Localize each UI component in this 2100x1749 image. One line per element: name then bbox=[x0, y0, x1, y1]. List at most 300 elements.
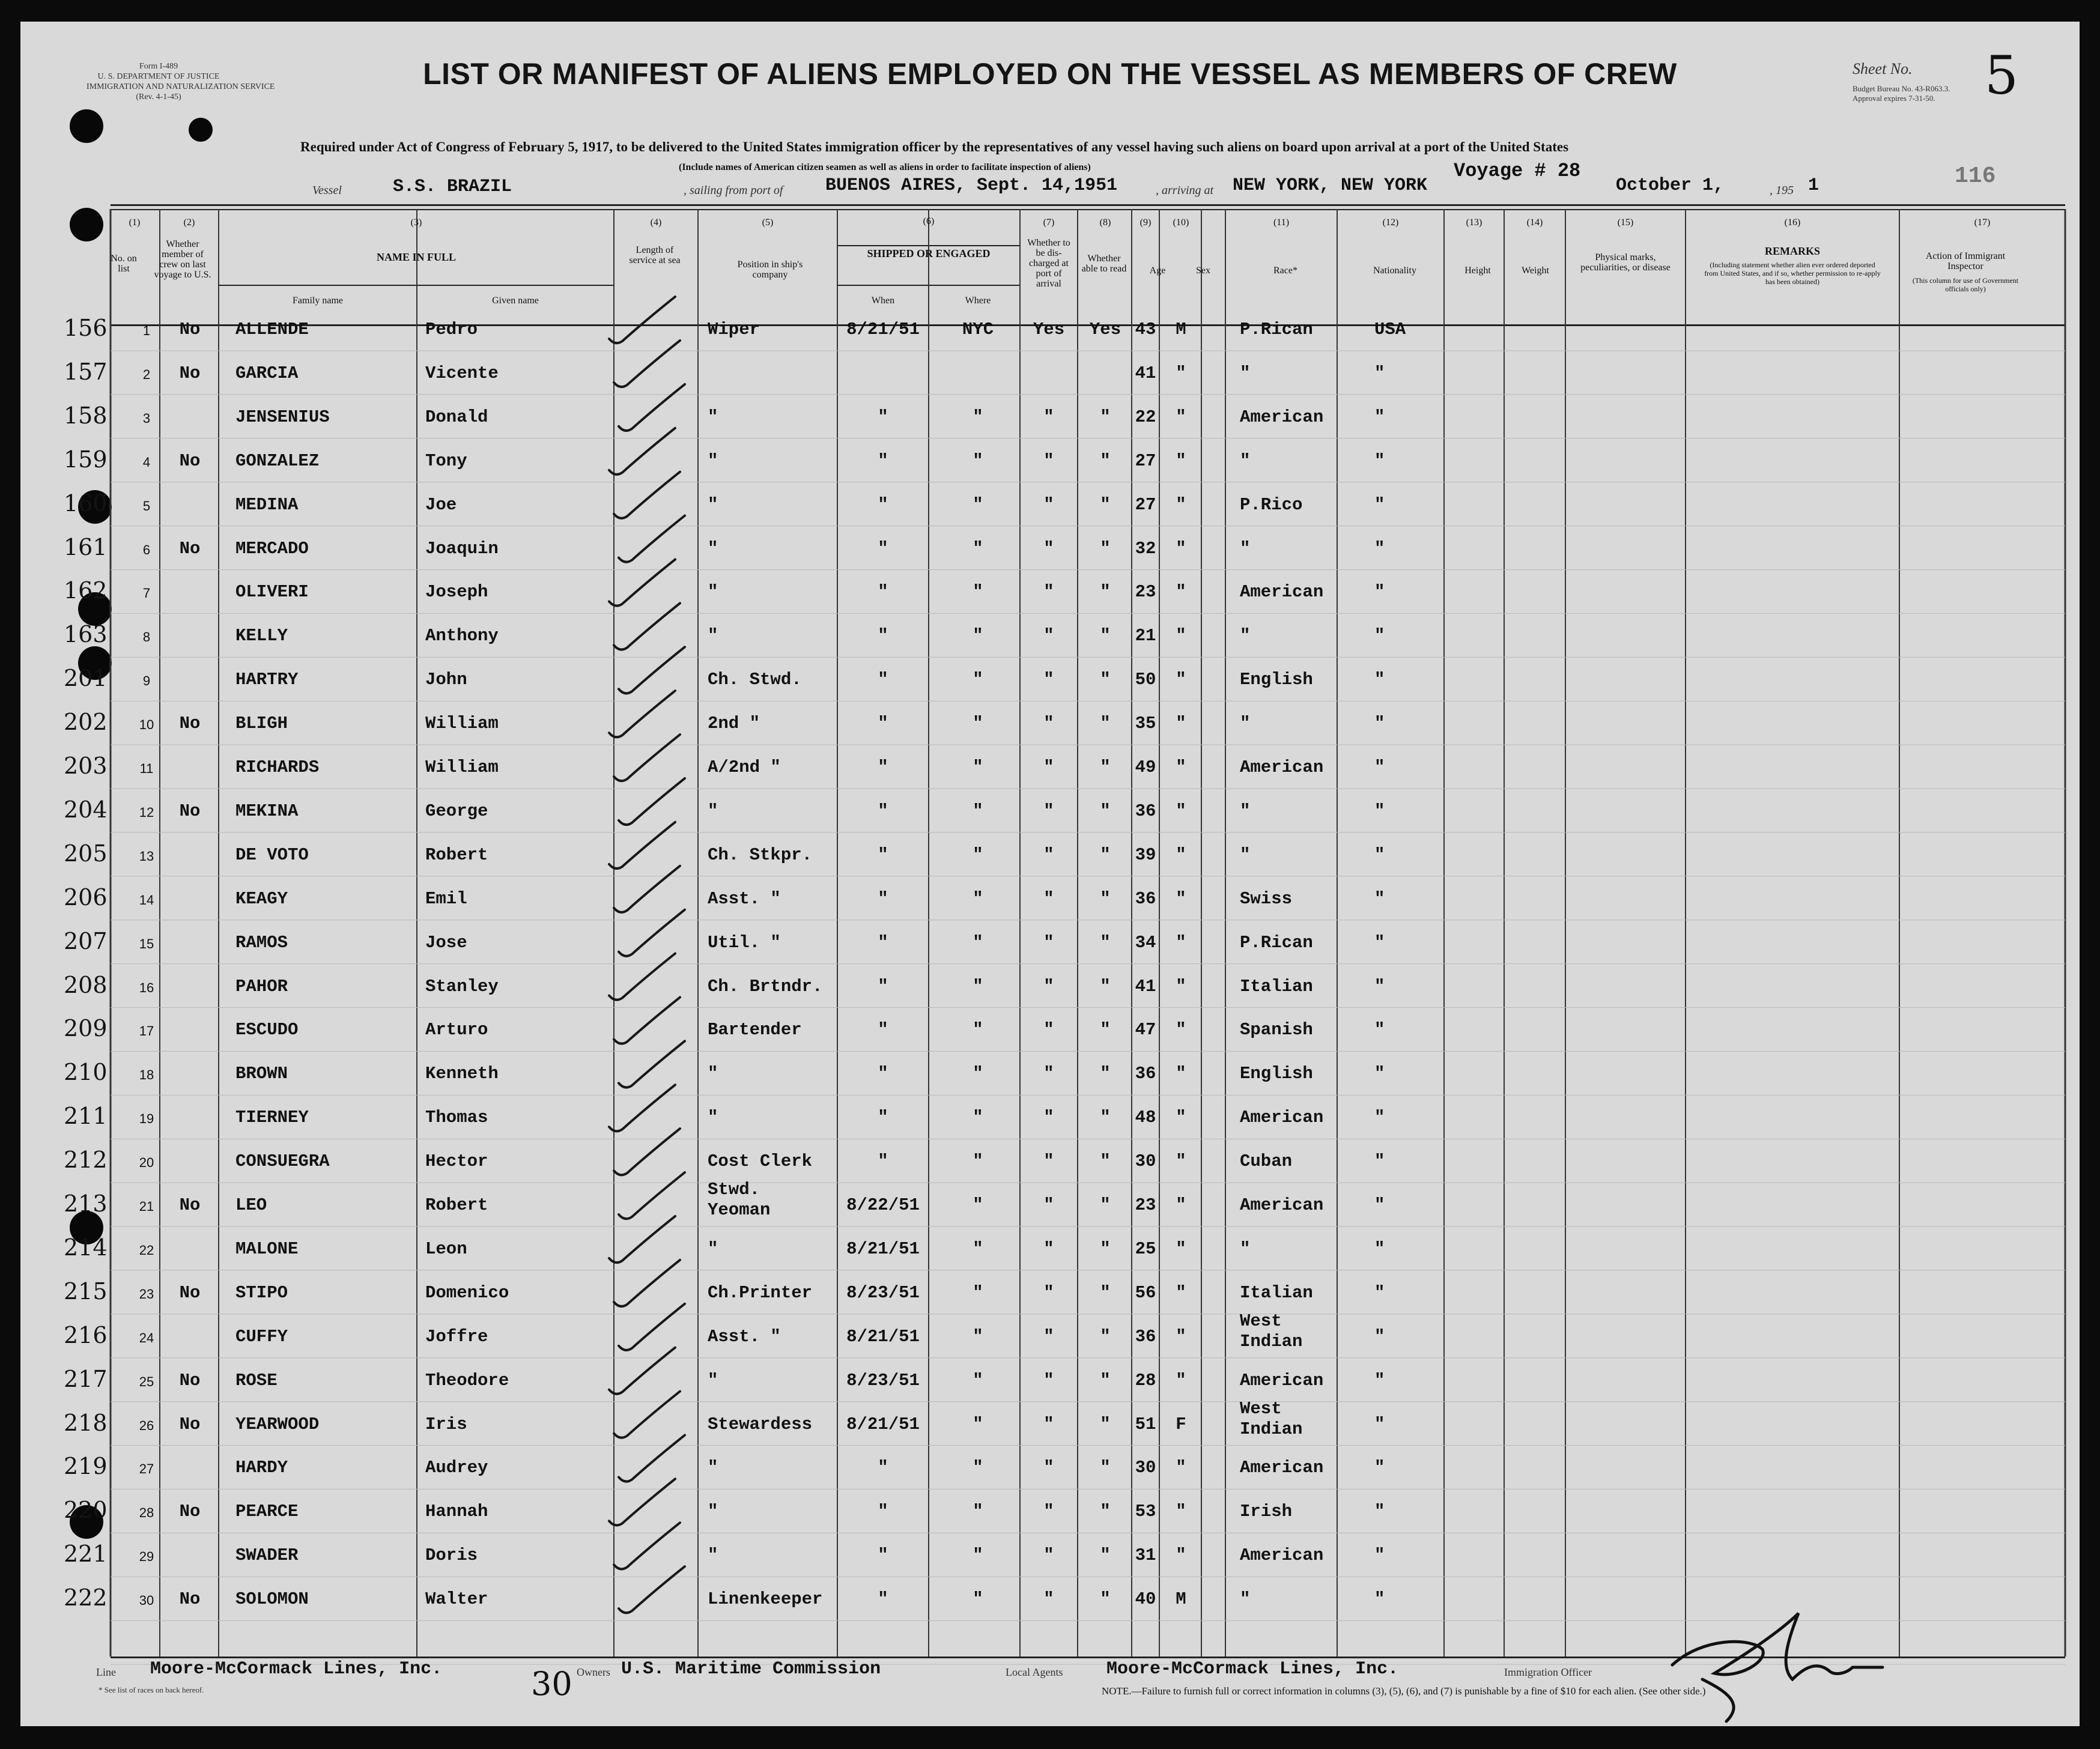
nationality: " bbox=[1374, 1064, 1385, 1084]
able-to-read: " bbox=[1100, 1326, 1111, 1347]
able-to-read: " bbox=[1100, 450, 1111, 471]
row-number: 5 bbox=[142, 498, 151, 514]
discharged: Yes bbox=[1033, 320, 1065, 339]
given-name: Domenico bbox=[425, 1282, 509, 1303]
position: " bbox=[708, 450, 718, 471]
sex: " bbox=[1176, 932, 1186, 953]
header-remarks-note: (Including statement whether alien ever ordered deported from United States, and if so, whether permission to re-apply has been obtained) bbox=[1704, 261, 1881, 286]
crew-last-voyage: No bbox=[179, 320, 201, 339]
family-name: GARCIA bbox=[235, 363, 299, 383]
row-number: 17 bbox=[139, 1023, 154, 1039]
shipped-where: " bbox=[973, 1545, 983, 1566]
header-action: Action of Immigrant Inspector bbox=[1925, 251, 2006, 271]
sex: " bbox=[1176, 1458, 1186, 1478]
sex: " bbox=[1176, 494, 1186, 515]
given-name: Tony bbox=[425, 450, 467, 471]
shipped-when: " bbox=[878, 538, 888, 559]
handwritten-index: 209 bbox=[64, 1015, 108, 1042]
given-name: William bbox=[425, 757, 499, 777]
shipped-where: " bbox=[973, 1195, 983, 1215]
shipped-where: " bbox=[973, 932, 983, 953]
nationality: " bbox=[1374, 757, 1385, 777]
owners-label: Owners bbox=[577, 1666, 610, 1678]
shipped-where: NYC bbox=[962, 320, 994, 339]
age: 27 bbox=[1135, 450, 1156, 471]
header-nationality: Nationality bbox=[1373, 265, 1416, 276]
crew-last-voyage: No bbox=[179, 538, 201, 559]
age: 32 bbox=[1135, 538, 1156, 559]
line-label: Line bbox=[96, 1666, 116, 1678]
given-name: Walter bbox=[425, 1589, 488, 1610]
discharged: " bbox=[1043, 932, 1054, 953]
form-number: Form I-489 bbox=[139, 62, 178, 71]
sex: " bbox=[1176, 1020, 1186, 1040]
position: " bbox=[708, 494, 718, 515]
header-given-name: Given name bbox=[492, 296, 539, 306]
able-to-read: Yes bbox=[1089, 320, 1121, 339]
column-number: (11) bbox=[1273, 217, 1290, 228]
family-name: TIERNEY bbox=[235, 1108, 309, 1128]
requirement-note: (Include names of American citizen seamen as well as aliens in order to facilitate inspection of aliens) bbox=[679, 162, 1091, 172]
family-name: MEDINA bbox=[235, 494, 299, 515]
race: American bbox=[1240, 407, 1324, 427]
handwritten-index: 208 bbox=[64, 971, 108, 998]
handwritten-index: 161 bbox=[64, 533, 108, 560]
header-length-service: Length of service at sea bbox=[629, 245, 681, 265]
sex: " bbox=[1176, 976, 1186, 996]
crew-last-voyage: No bbox=[179, 1195, 201, 1215]
race: " bbox=[1240, 538, 1251, 559]
nationality: " bbox=[1374, 1326, 1385, 1347]
header-family-name: Family name bbox=[293, 296, 343, 306]
row-number: 7 bbox=[142, 586, 151, 601]
shipped-when: " bbox=[878, 450, 888, 471]
handwritten-index: 158 bbox=[64, 402, 108, 429]
able-to-read: " bbox=[1100, 670, 1111, 690]
discharged: " bbox=[1043, 976, 1054, 996]
discharged: " bbox=[1043, 407, 1054, 427]
discharged: " bbox=[1043, 582, 1054, 602]
family-name: SWADER bbox=[235, 1545, 299, 1566]
handwritten-index: 204 bbox=[64, 796, 108, 823]
handwritten-index: 211 bbox=[64, 1103, 108, 1130]
race: English bbox=[1240, 670, 1313, 690]
nationality: " bbox=[1374, 1151, 1385, 1172]
row-number: 26 bbox=[139, 1417, 154, 1433]
sex: " bbox=[1176, 844, 1186, 865]
sex: " bbox=[1176, 1064, 1186, 1084]
able-to-read: " bbox=[1100, 844, 1111, 865]
given-name: Iris bbox=[425, 1414, 467, 1434]
able-to-read: " bbox=[1100, 932, 1111, 953]
row-number: 12 bbox=[139, 804, 154, 820]
age: 30 bbox=[1135, 1458, 1156, 1478]
header-age: Age bbox=[1149, 265, 1166, 276]
age: 22 bbox=[1135, 407, 1156, 427]
column-number: (12) bbox=[1382, 217, 1399, 228]
given-name: Vicente bbox=[425, 363, 499, 383]
sex: M bbox=[1176, 1589, 1186, 1610]
column-number: (1) bbox=[129, 217, 141, 228]
agents-value: Moore-McCormack Lines, Inc. bbox=[1106, 1659, 1399, 1679]
able-to-read: " bbox=[1100, 626, 1111, 646]
shipped-when: 8/23/51 bbox=[846, 1370, 920, 1390]
line-value: Moore-McCormack Lines, Inc. bbox=[150, 1659, 443, 1679]
row-number: 4 bbox=[142, 454, 151, 470]
nationality: " bbox=[1374, 932, 1385, 953]
age: 30 bbox=[1135, 1151, 1156, 1172]
able-to-read: " bbox=[1100, 407, 1111, 427]
nationality: " bbox=[1374, 626, 1385, 646]
position: " bbox=[708, 407, 718, 427]
column-number: (14) bbox=[1526, 217, 1543, 228]
race: " bbox=[1240, 363, 1251, 383]
race: American bbox=[1240, 1195, 1324, 1215]
able-to-read: " bbox=[1100, 757, 1111, 777]
able-to-read: " bbox=[1100, 582, 1111, 602]
department: U. S. DEPARTMENT OF JUSTICE bbox=[97, 72, 220, 81]
shipped-where: " bbox=[973, 1589, 983, 1610]
stamp-number: 116 bbox=[1955, 163, 1996, 189]
given-name: Arturo bbox=[425, 1020, 488, 1040]
discharged: " bbox=[1043, 1282, 1054, 1303]
row-number: 18 bbox=[139, 1067, 154, 1083]
age: 53 bbox=[1135, 1502, 1156, 1522]
race: American bbox=[1240, 1370, 1324, 1390]
discharged: " bbox=[1043, 1370, 1054, 1390]
age: 40 bbox=[1135, 1589, 1156, 1610]
shipped-when: " bbox=[878, 1064, 888, 1084]
shipped-when: " bbox=[878, 888, 888, 909]
shipped-when: " bbox=[878, 1458, 888, 1478]
shipped-where: " bbox=[973, 844, 983, 865]
family-name: LEO bbox=[235, 1195, 267, 1215]
sex: " bbox=[1176, 1151, 1186, 1172]
handwritten-index: 220 bbox=[64, 1497, 108, 1524]
race: American bbox=[1240, 582, 1324, 602]
nationality: " bbox=[1374, 801, 1385, 821]
age: 23 bbox=[1135, 1195, 1156, 1215]
shipped-where: " bbox=[973, 888, 983, 909]
position: " bbox=[708, 1238, 718, 1259]
family-name: HARTRY bbox=[235, 670, 299, 690]
discharged: " bbox=[1043, 1020, 1054, 1040]
able-to-read: " bbox=[1100, 1282, 1111, 1303]
family-name: BROWN bbox=[235, 1064, 288, 1084]
shipped-when: 8/21/51 bbox=[846, 1414, 920, 1434]
header-sex: Sex bbox=[1196, 265, 1210, 276]
nationality: " bbox=[1374, 1414, 1385, 1434]
discharged: " bbox=[1043, 1502, 1054, 1522]
position: 2nd " bbox=[708, 714, 760, 734]
able-to-read: " bbox=[1100, 976, 1111, 996]
given-name: George bbox=[425, 801, 488, 821]
handwritten-index: 159 bbox=[64, 446, 108, 473]
position: Asst. " bbox=[708, 888, 781, 909]
discharged: " bbox=[1043, 450, 1054, 471]
sex: " bbox=[1176, 1502, 1186, 1522]
row-number: 8 bbox=[142, 629, 151, 645]
header-shipped: SHIPPED OR ENGAGED bbox=[867, 247, 991, 259]
able-to-read: " bbox=[1100, 801, 1111, 821]
family-name: YEARWOOD bbox=[235, 1414, 320, 1434]
shipped-where: " bbox=[973, 1064, 983, 1084]
owners-value: U.S. Maritime Commission bbox=[621, 1659, 881, 1679]
nationality: " bbox=[1374, 714, 1385, 734]
family-name: ROSE bbox=[235, 1370, 278, 1390]
age: 36 bbox=[1135, 801, 1156, 821]
nationality: USA bbox=[1374, 320, 1406, 339]
sex: " bbox=[1176, 582, 1186, 602]
crew-last-voyage: No bbox=[179, 363, 201, 383]
family-name: BLIGH bbox=[235, 714, 288, 734]
age: 36 bbox=[1135, 888, 1156, 909]
position: Util. " bbox=[708, 932, 781, 953]
shipped-when: " bbox=[878, 407, 888, 427]
shipped-where: " bbox=[973, 757, 983, 777]
nationality: " bbox=[1374, 1458, 1385, 1478]
shipped-where: " bbox=[973, 801, 983, 821]
shipped-where: " bbox=[973, 1238, 983, 1259]
shipped-where: " bbox=[973, 1370, 983, 1390]
given-name: Joe bbox=[425, 494, 457, 515]
given-name: William bbox=[425, 714, 499, 734]
race: " bbox=[1240, 1238, 1251, 1259]
able-to-read: " bbox=[1100, 538, 1111, 559]
able-to-read: " bbox=[1100, 494, 1111, 515]
family-name: JENSENIUS bbox=[235, 407, 330, 427]
discharged: " bbox=[1043, 888, 1054, 909]
handwritten-index: 162 bbox=[64, 577, 108, 604]
family-name: ESCUDO bbox=[235, 1020, 299, 1040]
position: " bbox=[708, 1370, 718, 1390]
race: Italian bbox=[1240, 976, 1313, 996]
header-remarks: REMARKS bbox=[1764, 245, 1820, 257]
shipped-when: 8/21/51 bbox=[846, 1238, 920, 1259]
crew-last-voyage: No bbox=[179, 1502, 201, 1522]
handwritten-index: 210 bbox=[64, 1059, 108, 1086]
position: " bbox=[708, 1108, 718, 1128]
family-name: HARDY bbox=[235, 1458, 288, 1478]
shipped-when: 8/22/51 bbox=[846, 1195, 920, 1215]
shipped-where: " bbox=[973, 1502, 983, 1522]
shipped-where: " bbox=[973, 1414, 983, 1434]
shipped-where: " bbox=[973, 1108, 983, 1128]
family-name: PEARCE bbox=[235, 1502, 299, 1522]
handwritten-index: 203 bbox=[64, 753, 108, 779]
sex: " bbox=[1176, 888, 1186, 909]
able-to-read: " bbox=[1100, 888, 1111, 909]
family-name: DE VOTO bbox=[235, 844, 309, 865]
position: Asst. " bbox=[708, 1326, 781, 1347]
discharged: " bbox=[1043, 714, 1054, 734]
family-name: ALLENDE bbox=[235, 320, 309, 339]
nationality: " bbox=[1374, 1108, 1385, 1128]
given-name: Audrey bbox=[425, 1458, 488, 1478]
shipped-when: " bbox=[878, 757, 888, 777]
family-name: MEKINA bbox=[235, 801, 299, 821]
position: " bbox=[708, 1502, 718, 1522]
shipped-where: " bbox=[973, 450, 983, 471]
row-number: 23 bbox=[139, 1286, 154, 1302]
discharged: " bbox=[1043, 1108, 1054, 1128]
shipped-when: " bbox=[878, 1151, 888, 1172]
shipped-where: " bbox=[973, 1282, 983, 1303]
handwritten-index: 217 bbox=[64, 1365, 108, 1392]
handwritten-index: 206 bbox=[64, 884, 108, 911]
row-number: 21 bbox=[139, 1199, 154, 1214]
row-number: 2 bbox=[142, 366, 151, 382]
position: " bbox=[708, 626, 718, 646]
discharged: " bbox=[1043, 757, 1054, 777]
nationality: " bbox=[1374, 1195, 1385, 1215]
handwritten-index: 212 bbox=[64, 1147, 108, 1174]
column-number: (6) bbox=[923, 216, 935, 226]
handwritten-index: 163 bbox=[64, 621, 108, 648]
sex: " bbox=[1176, 363, 1186, 383]
discharged: " bbox=[1043, 1589, 1054, 1610]
nationality: " bbox=[1374, 1589, 1385, 1610]
age: 25 bbox=[1135, 1238, 1156, 1259]
family-name: RAMOS bbox=[235, 932, 288, 953]
shipped-when: " bbox=[878, 1545, 888, 1566]
see-list-note: * See list of races on back hereof. bbox=[99, 1685, 204, 1694]
race: " bbox=[1240, 450, 1251, 471]
age: 35 bbox=[1135, 714, 1156, 734]
nationality: " bbox=[1374, 407, 1385, 427]
given-name: Theodore bbox=[425, 1370, 509, 1390]
race: American bbox=[1240, 1458, 1324, 1478]
shipped-where: " bbox=[973, 1151, 983, 1172]
given-name: Hannah bbox=[425, 1502, 488, 1522]
family-name: SOLOMON bbox=[235, 1589, 309, 1610]
handwritten-index: 205 bbox=[64, 840, 108, 867]
nationality: " bbox=[1374, 1502, 1385, 1522]
age: 51 bbox=[1135, 1414, 1156, 1434]
handwritten-total: 30 bbox=[531, 1665, 572, 1703]
position: Ch. Stkpr. bbox=[708, 844, 813, 865]
sheet-number-label: Sheet No. bbox=[1853, 60, 1913, 77]
age: 41 bbox=[1135, 363, 1156, 383]
able-to-read: " bbox=[1100, 1589, 1111, 1610]
discharged: " bbox=[1043, 1064, 1054, 1084]
crew-last-voyage: No bbox=[179, 801, 201, 821]
discharged: " bbox=[1043, 538, 1054, 559]
shipped-where: " bbox=[973, 1326, 983, 1347]
able-to-read: " bbox=[1100, 714, 1111, 734]
given-name: Leon bbox=[425, 1238, 467, 1259]
family-name: STIPO bbox=[235, 1282, 288, 1303]
race: American bbox=[1240, 1108, 1324, 1128]
crew-last-voyage: No bbox=[179, 1414, 201, 1434]
budget-bureau-number: Budget Bureau No. 43-R063.3. bbox=[1853, 84, 1950, 93]
position: " bbox=[708, 801, 718, 821]
able-to-read: " bbox=[1100, 1502, 1111, 1522]
column-number: (3) bbox=[410, 217, 422, 228]
handwritten-index: 213 bbox=[64, 1190, 108, 1217]
given-name: Jose bbox=[425, 932, 467, 953]
handwritten-index: 160 bbox=[64, 490, 108, 517]
sex: " bbox=[1176, 1545, 1186, 1566]
header-race: Race* bbox=[1273, 265, 1297, 276]
race: American bbox=[1240, 1545, 1324, 1566]
row-number: 14 bbox=[139, 892, 154, 908]
crew-last-voyage: No bbox=[179, 1589, 201, 1610]
sex: " bbox=[1176, 757, 1186, 777]
row-number: 11 bbox=[139, 761, 154, 776]
age: 56 bbox=[1135, 1282, 1156, 1303]
age: 36 bbox=[1135, 1064, 1156, 1084]
given-name: Hector bbox=[425, 1151, 488, 1172]
race: " bbox=[1240, 1589, 1251, 1610]
sex: " bbox=[1176, 450, 1186, 471]
race: Irish bbox=[1240, 1502, 1293, 1522]
discharged: " bbox=[1043, 1326, 1054, 1347]
position: Stewardess bbox=[708, 1414, 813, 1434]
discharged: " bbox=[1043, 626, 1054, 646]
position: Ch. Brtndr. bbox=[708, 976, 823, 996]
row-number: 10 bbox=[139, 717, 154, 733]
row-number: 20 bbox=[139, 1155, 154, 1171]
nationality: " bbox=[1374, 450, 1385, 471]
age: 34 bbox=[1135, 932, 1156, 953]
able-to-read: " bbox=[1100, 1064, 1111, 1084]
voyage-number: Voyage # 28 bbox=[1454, 160, 1581, 182]
sex: M bbox=[1176, 320, 1186, 339]
row-number: 22 bbox=[139, 1242, 154, 1258]
given-name: Thomas bbox=[425, 1108, 488, 1128]
handwritten-index: 201 bbox=[64, 665, 108, 692]
nationality: " bbox=[1374, 538, 1385, 559]
age: 48 bbox=[1135, 1108, 1156, 1128]
age: 27 bbox=[1135, 494, 1156, 515]
column-number: (16) bbox=[1784, 217, 1801, 228]
age: 21 bbox=[1135, 626, 1156, 646]
race: West Indian bbox=[1240, 1311, 1303, 1351]
handwritten-index: 214 bbox=[64, 1234, 108, 1261]
given-name: Kenneth bbox=[425, 1064, 499, 1084]
able-to-read: " bbox=[1100, 1458, 1111, 1478]
row-number: 3 bbox=[142, 410, 151, 426]
crew-last-voyage: No bbox=[179, 1370, 201, 1390]
handwritten-index: 215 bbox=[64, 1278, 108, 1305]
sex: " bbox=[1176, 407, 1186, 427]
age: 41 bbox=[1135, 976, 1156, 996]
family-name: RICHARDS bbox=[235, 757, 320, 777]
header-action-note: (This column for use of Government officials only) bbox=[1912, 276, 2019, 293]
race: American bbox=[1240, 757, 1324, 777]
shipped-when: " bbox=[878, 801, 888, 821]
shipped-when: " bbox=[878, 670, 888, 690]
given-name: Anthony bbox=[425, 626, 499, 646]
race: P.Rican bbox=[1240, 932, 1313, 953]
able-to-read: " bbox=[1100, 1414, 1111, 1434]
age: 28 bbox=[1135, 1370, 1156, 1390]
able-to-read: " bbox=[1100, 1195, 1111, 1215]
column-number: (15) bbox=[1617, 217, 1634, 228]
race: P.Rican bbox=[1240, 320, 1313, 339]
discharged: " bbox=[1043, 801, 1054, 821]
race: Swiss bbox=[1240, 888, 1293, 909]
given-name: Emil bbox=[425, 888, 467, 909]
age: 23 bbox=[1135, 582, 1156, 602]
handwritten-index: 222 bbox=[64, 1584, 108, 1611]
shipped-when: " bbox=[878, 1108, 888, 1128]
family-name: PAHOR bbox=[235, 976, 288, 996]
header-discharged: Whether to be dis-charged at port of arrival bbox=[1027, 238, 1070, 289]
race: " bbox=[1240, 626, 1251, 646]
nationality: " bbox=[1374, 582, 1385, 602]
